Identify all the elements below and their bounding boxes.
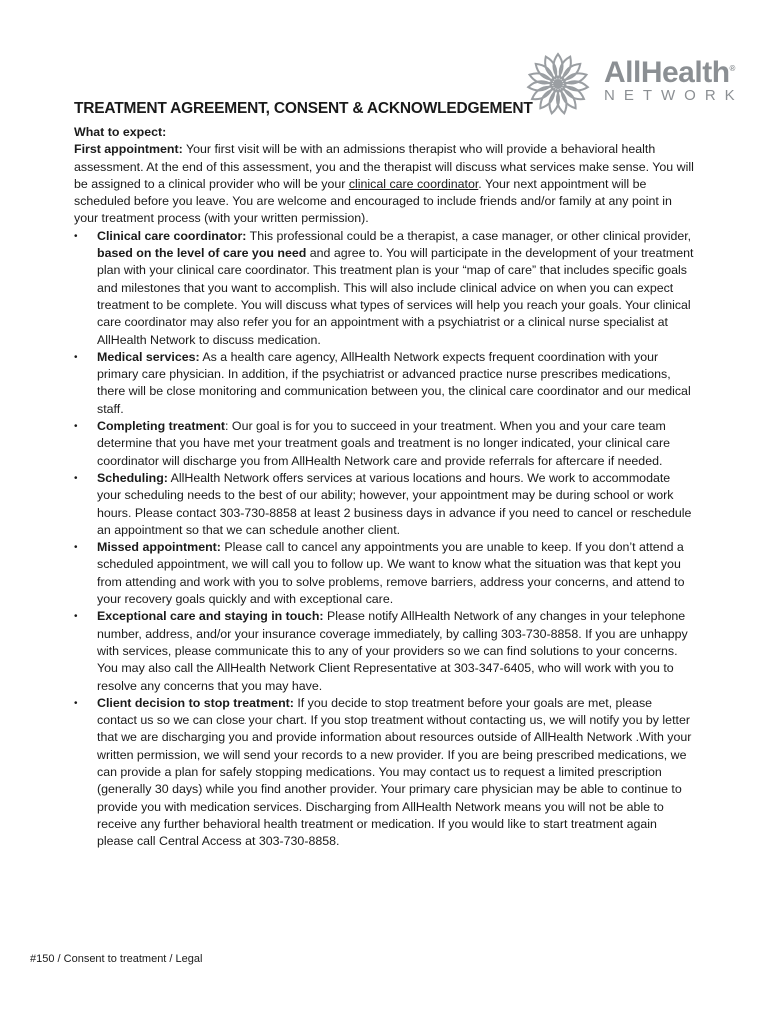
list-item-label: Exceptional care and staying in touch:: [97, 609, 324, 624]
sunburst-logo-icon: [524, 52, 596, 116]
list-item-text: : Our goal is for you to succeed in your treatment. When you and your care team determine that you have met your treatment goals and treatment is no longer indicated, your clinical care coordinator will discharge you from AllHealth Network care and provide referrals for aftercare if needed.: [97, 419, 671, 468]
document-body: [74, 124, 694, 850]
bullet-icon: •: [74, 472, 78, 484]
bullet-icon: •: [74, 611, 78, 623]
allhealth-logo: [524, 52, 744, 116]
list-item-stop-treatment: [74, 695, 694, 851]
list-item-text: AllHealth Network offers services at various locations and hours. We work to accommodate your scheduling needs to the best of our ability; however, your appointment may be during school or work hours. Please contact 303-730-8858 at least 2 business days in advance if you need to cancel or reschedule an appointment so that we can schedule another client.: [97, 470, 692, 537]
first-appointment-paragraph: [74, 141, 694, 227]
list-item-exceptional-care: [74, 608, 694, 694]
list-item-text: Please call to cancel any appointments you are unable to keep. If you don’t attend a scheduled appointment, we will call you to follow up. We want to know what the situation was that kept you from attending and work with you to solve problems, remove barriers, address your concerns, and attend to your recovery goals quickly and with exceptional care.: [97, 540, 685, 607]
bullet-icon: •: [74, 421, 78, 433]
bullet-icon: •: [74, 697, 78, 709]
bullet-icon: •: [74, 542, 78, 554]
list-item-label: Completing treatment: [97, 419, 226, 434]
logo-subtitle: NETWORK: [604, 87, 744, 104]
list-item-bold-phrase: based on the level of care you need: [97, 246, 307, 261]
list-item-label: Clinical care coordinator:: [97, 228, 247, 243]
logo-wordmark: [604, 52, 735, 90]
list-item-clinical-care-coordinator: [74, 228, 694, 349]
list-item-completing-treatment: [74, 418, 694, 470]
list-item-text: As a health care agency, AllHealth Network expects frequent coordination with your primary care physician. In addition, if the psychiatrist or advanced practice nurse prescribes medications, there will be close monitoring and communication between you, the clinical care coordinator and our medical staff.: [97, 349, 691, 416]
list-item-label: Client decision to stop treatment:: [97, 695, 294, 710]
bullet-list: [74, 228, 694, 851]
list-item-text: Please notify AllHealth Network of any changes in your telephone number, address, and/or your insurance coverage immediately, by calling 303-730-8858. If you are unhappy with services, please communicate this to any of your providers so we can find solutions to your concerns. You may also call the AllHealth Network Client Representative at 303-347-6405, who will work with you to resolve any concerns that you may have.: [97, 609, 688, 693]
list-item-label: Medical services:: [97, 349, 200, 364]
list-item-medical-services: [74, 349, 694, 418]
logo-name: AllHealth: [604, 56, 730, 89]
list-item-missed-appointment: [74, 539, 694, 608]
first-appointment-label: First appointment:: [74, 142, 183, 157]
first-appointment-text-b: . Your next appointment will be scheduled before you leave. You are welcome and encouraged to include friends and/or family at any point in your treatment process (with your written permission).: [74, 176, 672, 226]
list-item-scheduling: [74, 470, 694, 539]
bullet-icon: •: [74, 230, 78, 242]
list-item-text: If you decide to stop treatment before your goals are met, please contact us so we can close your chart. If you stop treatment without contacting us, we will notify you by letter that we are discharging you and provide information about resources outside of AllHealth Network .With your written permission, we will send your records to a new provider. If you are being prescribed medications, we can provide a plan for safely stopping medications. You may contact us to request a limited prescription (generally 30 days) while you find another provider. Your primary care physician may be able to continue to provide you with medication services. Discharging from AllHealth Network means you will not be able to receive any further behavioral health treatment or medication. If you would like to start treatment again please call Central Access at 303-730-8858.: [97, 695, 692, 849]
list-item-text-a: This professional could be a therapist, a case manager, or other clinical provider,: [246, 228, 692, 243]
page-footer: #150 / Consent to treatment / Legal: [30, 953, 203, 965]
document-title: TREATMENT AGREEMENT, CONSENT & ACKNOWLEDGEMENT: [74, 100, 533, 117]
list-item-text-b: and agree to. You will participate in the development of your treatment plan with your clinical care coordinator. This treatment plan is your “map of care” that includes specific goals and milestones that you want to accomplish. This will also include clinical advice on when you can expect treatment to be complete. You will discuss what types of services will help you reach your goals. Your clinical care coordinator may also refer you for an appointment with a psychiatrist or a clinical nurse specialist at AllHealth Network to discuss medication.: [97, 246, 694, 347]
first-appointment-text-a: Your first visit will be with an admissions therapist who will provide a behavioral health assessment. At the end of this assessment, you and the therapist will discuss what services make sense. You will be assigned to a clinical provider who will be your: [74, 142, 694, 191]
logo-trademark: ®: [729, 64, 735, 73]
clinical-care-coordinator-term: clinical care coordinator: [348, 176, 479, 191]
bullet-icon: •: [74, 351, 78, 363]
list-item-label: Missed appointment:: [97, 540, 221, 555]
section-heading: What to expect:: [74, 125, 167, 139]
list-item-label: Scheduling:: [97, 470, 168, 485]
